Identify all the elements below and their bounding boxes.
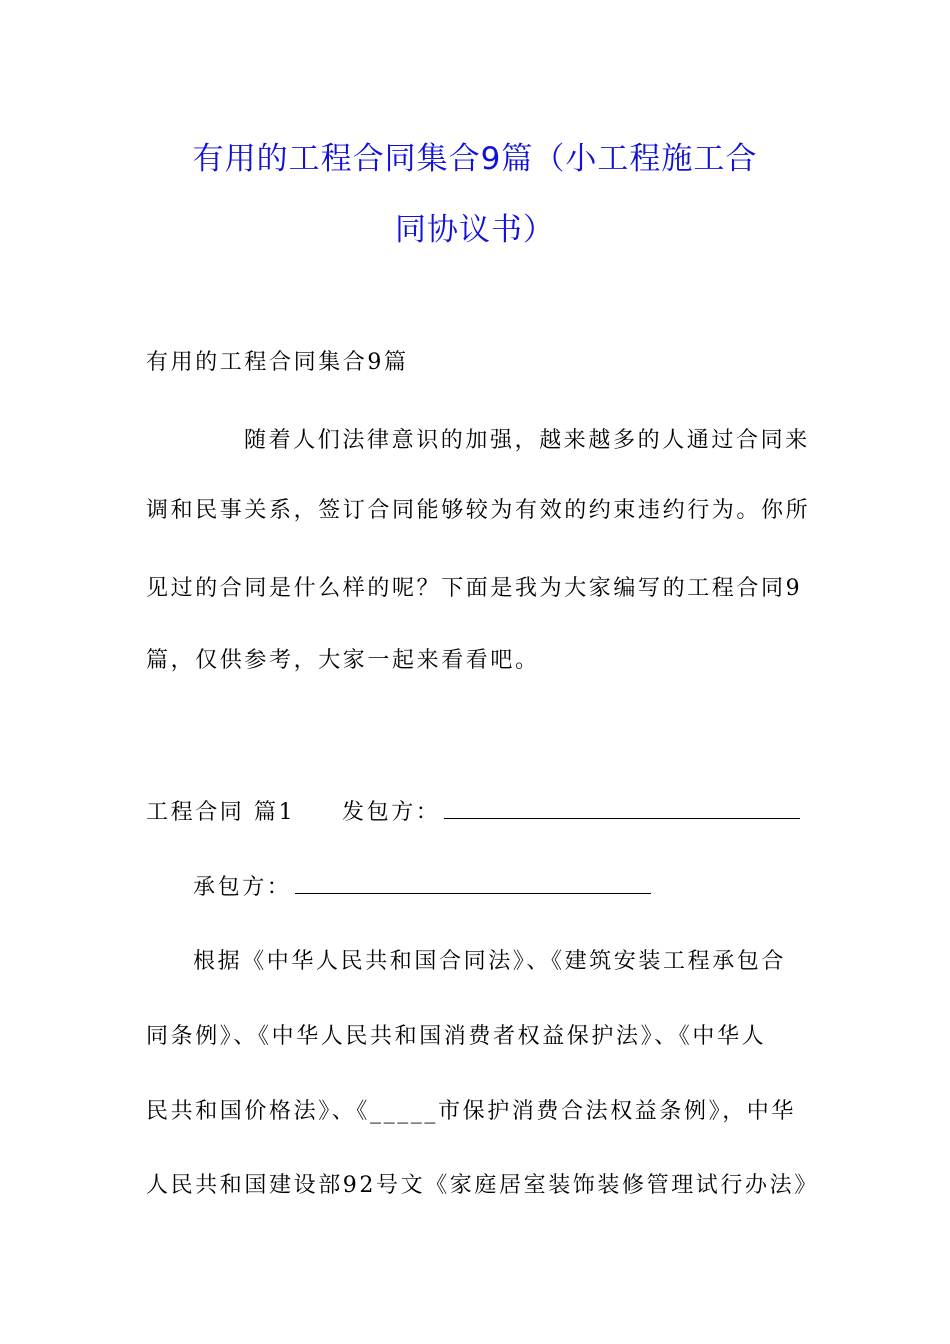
intro-line-3: 见过的合同是什么样的呢？下面是我为大家编写的工程合同9 (146, 576, 803, 601)
body-line-2: 同条例》、《中华人民共和国消费者权益保护法》、《中华人 (146, 1024, 767, 1049)
document-title-line-2: 同协议书） (395, 212, 555, 248)
intro-line-1: 随着人们法律意识的加强，越来越多的人通过合同来 (244, 428, 810, 453)
party-a-label: 发包方： (342, 800, 441, 825)
body-line-3: 民共和国价格法》、《_____市保护消费合法权益条例》，中华 (146, 1099, 797, 1124)
body-line-4: 人民共和国建设部92号文《家庭居室装饰装修管理试行办法》 (146, 1173, 819, 1198)
subtitle: 有用的工程合同集合9篇 (146, 350, 409, 375)
body-line-1: 根据《中华人民共和国合同法》、《建筑安装工程承包合 (193, 949, 787, 974)
party-b-row (193, 870, 651, 901)
party-a-row (342, 795, 800, 826)
intro-line-4: 篇，仅供参考，大家一起来看看吧。 (146, 648, 540, 673)
party-b-blank[interactable] (295, 873, 651, 894)
contract-heading: 工程合同 篇1 (146, 800, 296, 825)
party-a-blank[interactable] (444, 798, 800, 819)
intro-line-2: 调和民事关系，签订合同能够较为有效的约束违约行为。你所 (146, 498, 811, 523)
document-title-line-1: 有用的工程合同集合9篇（小工程施工合 (192, 141, 758, 177)
party-b-label: 承包方： (193, 875, 292, 900)
